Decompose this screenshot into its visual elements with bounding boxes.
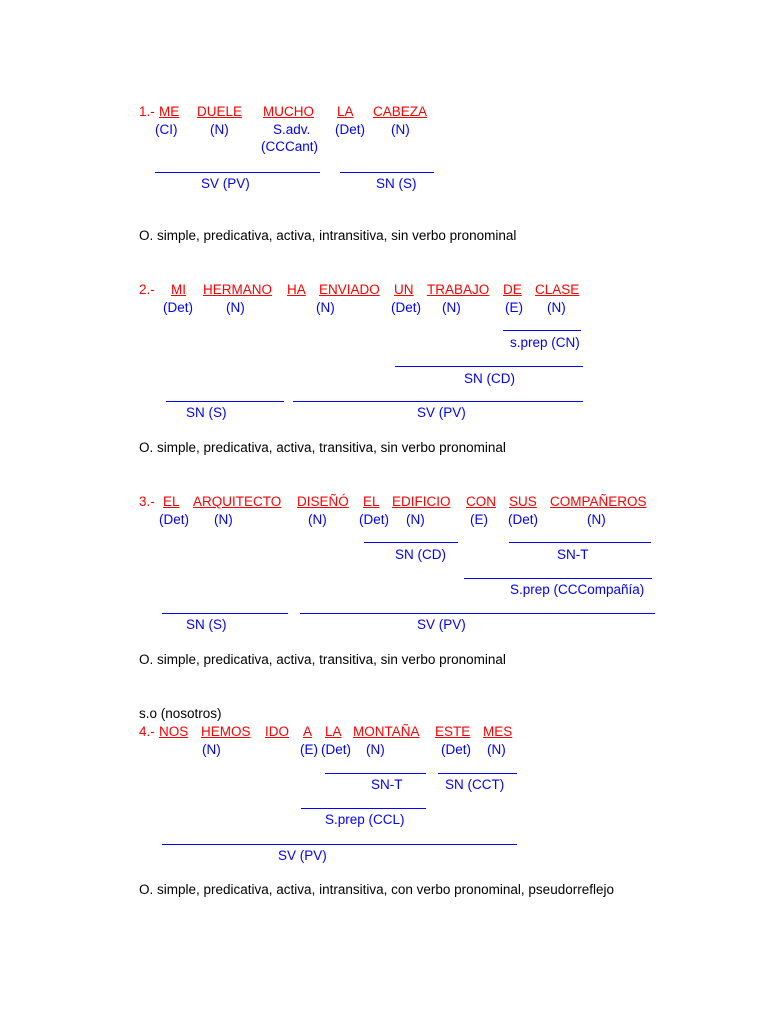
word: MES: [483, 724, 513, 739]
grammar-tag: (Det): [391, 300, 421, 315]
constituent-line: [301, 808, 426, 809]
word: DE: [503, 282, 522, 297]
grammar-tag: (E): [505, 300, 523, 315]
constituent-line: [155, 172, 320, 173]
word: A: [303, 724, 313, 739]
grammar-tag: (Det): [359, 512, 389, 527]
classification-text: O. simple, predicativa, activa, intransitiva, sin verbo pronominal: [139, 228, 517, 243]
sentence-number: 4.-: [139, 724, 155, 739]
grammar-tag: (Det): [508, 512, 538, 527]
constituent-label: SN (S): [376, 176, 417, 191]
word: CABEZA: [373, 104, 428, 119]
word: MUCHO: [263, 104, 314, 119]
grammar-tag: (N): [406, 512, 425, 527]
grammar-tag: (E): [470, 512, 488, 527]
grammar-tag: (Det): [163, 300, 193, 315]
word: EL: [363, 494, 380, 509]
word: HA: [287, 282, 306, 297]
constituent-line: [325, 773, 426, 774]
grammar-tag: (N): [226, 300, 245, 315]
word: ENVIADO: [319, 282, 380, 297]
grammar-tag: (N): [391, 122, 410, 137]
classification-text: O. simple, predicativa, activa, intransitiva, con verbo pronominal, pseudorreflejo: [139, 882, 614, 897]
constituent-line: [162, 613, 288, 614]
grammar-tag: (Det): [159, 512, 189, 527]
constituent-label: SN-T: [371, 777, 403, 792]
constituent-label: SN (CCT): [445, 777, 505, 792]
sentence-number: 3.-: [139, 494, 155, 509]
grammar-tag: (N): [308, 512, 327, 527]
word: UN: [394, 282, 414, 297]
constituent-line: [503, 330, 581, 331]
sentence-number: 1.-: [139, 104, 155, 119]
grammar-tag: (CCCant): [261, 139, 319, 154]
constituent-line: [395, 366, 583, 367]
grammar-tag: (Det): [441, 742, 471, 757]
constituent-label: S.prep (CCCompañía): [510, 582, 645, 597]
constituent-label: SN (CD): [395, 547, 446, 562]
word: SUS: [509, 494, 537, 509]
constituent-label: SV (PV): [417, 405, 466, 420]
word: EL: [163, 494, 180, 509]
word: TRABAJO: [427, 282, 490, 297]
word: MONTAÑA: [353, 724, 420, 739]
constituent-line: [364, 542, 458, 543]
grammar-tag: (N): [210, 122, 229, 137]
word: DUELE: [197, 104, 243, 119]
word: EDIFICIO: [392, 494, 451, 509]
constituent-label: SN-T: [557, 547, 589, 562]
constituent-label: SV (PV): [278, 848, 327, 863]
constituent-label: SN (CD): [464, 371, 515, 386]
grammar-tag: (N): [587, 512, 606, 527]
constituent-line: [438, 773, 517, 774]
grammar-tag: S.adv.: [273, 122, 311, 137]
grammar-tag: (N): [442, 300, 461, 315]
word: IDO: [265, 724, 290, 739]
grammar-tag: (E): [300, 742, 318, 757]
grammar-tag: (Det): [321, 742, 351, 757]
grammar-tag: (CI): [155, 122, 178, 137]
grammar-tag: (N): [202, 742, 221, 757]
word: LA: [325, 724, 342, 739]
word: ESTE: [435, 724, 471, 739]
constituent-line: [300, 613, 655, 614]
grammar-tag: (N): [487, 742, 506, 757]
constituent-line: [340, 172, 434, 173]
constituent-line: [464, 578, 652, 579]
word: HERMANO: [203, 282, 273, 297]
constituent-label: s.prep (CN): [510, 335, 580, 350]
classification-text: O. simple, predicativa, activa, transitiva, sin verbo pronominal: [139, 652, 506, 667]
constituent-line: [293, 401, 583, 402]
word: CLASE: [535, 282, 580, 297]
constituent-label: S.prep (CCL): [325, 812, 405, 827]
word: DISEÑÓ: [297, 494, 349, 509]
constituent-label: SN (S): [186, 617, 227, 632]
word: CON: [466, 494, 496, 509]
word: ME: [159, 104, 180, 119]
constituent-line: [509, 542, 651, 543]
word: LA: [337, 104, 354, 119]
constituent-label: SV (PV): [201, 176, 250, 191]
constituent-line: [166, 401, 284, 402]
grammar-tag: (N): [547, 300, 566, 315]
constituent-line: [162, 844, 517, 845]
grammar-tag: (N): [316, 300, 335, 315]
word: HEMOS: [201, 724, 251, 739]
word: MI: [171, 282, 186, 297]
word: ARQUITECTO: [193, 494, 282, 509]
word: NOS: [159, 724, 189, 739]
grammar-tag: (N): [214, 512, 233, 527]
subject-note: s.o (nosotros): [139, 706, 222, 721]
word: COMPAÑEROS: [550, 494, 647, 509]
constituent-label: SN (S): [186, 405, 227, 420]
sentence-number: 2.-: [139, 282, 155, 297]
grammar-tag: (N): [366, 742, 385, 757]
classification-text: O. simple, predicativa, activa, transitiva, sin verbo pronominal: [139, 440, 506, 455]
constituent-label: SV (PV): [417, 617, 466, 632]
grammar-tag: (Det): [335, 122, 365, 137]
